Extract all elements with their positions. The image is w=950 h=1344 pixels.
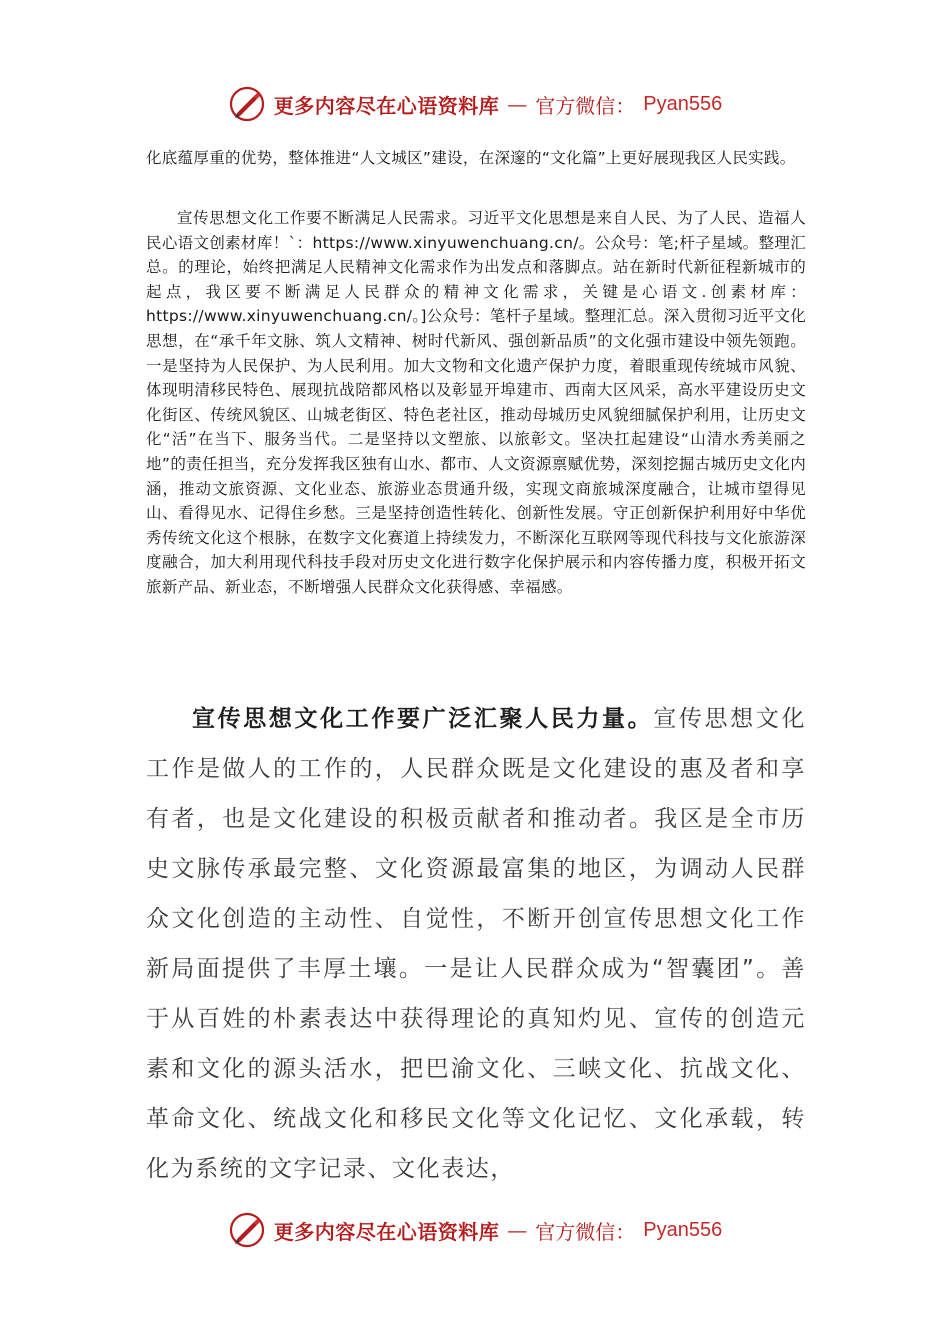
header-banner-wechat-id: Pyan556 bbox=[643, 92, 723, 115]
paragraph-3-lead: 宣传思想文化工作要广泛汇聚人民力量。 bbox=[192, 706, 654, 732]
footer-banner bbox=[0, 1208, 950, 1252]
pen-logo-icon bbox=[228, 1211, 266, 1249]
pen-logo-icon bbox=[228, 85, 266, 123]
paragraph-1: 化底蕴厚重的优势，整体推进“人文城区”建设，在深邃的“文化篇”上更好展现我区人民实践。 bbox=[146, 149, 796, 167]
footer-banner-wechat-label: 官方微信： bbox=[535, 1219, 636, 1244]
header-banner-separator: — bbox=[507, 92, 528, 116]
paragraph-3 bbox=[146, 694, 806, 1194]
header-banner-title: 更多内容尽在心语资料库 bbox=[273, 93, 500, 118]
paragraph-2: 宣传思想文化工作要不断满足人民需求。习近平文化思想是来自人民、为了人民、造福人民心语文创素材库！`：https://www.xinyuwenchuang.cn/。公众号：笔;杆子星域。整理汇总。的理论，始终把满足人民精神文化需求作为出发点和落脚点。站在新时代新征程新城市的起点，我区要不断满足人民群众的精神文化需求，关键是心语文.创素材库：https://www.xinyuwenchuang.cn/。]公众号：笔杆子星域。整理汇总。深入贯彻习近平文化思想，在“承千年文脉、筑人文精神、树时代新风、强创新品质”的文化强市建设中领先领跑。一是坚持为人民保护、为人民利用。加大文物和文化遗产保护力度，着眼重现传统城市风貌、体现明清移民特色、展现抗战陪都风格以及彰显开埠建市、西南大区风采，高水平建设历史文化街区、传统风貌区、山城老街区、特色老社区，推动母城历史风貌细腻保护利用，让历史文化“活”在当下、服务当代。二是坚持以文塑旅、以旅彰文。坚决扛起建设“山清水秀美丽之地”的责任担当，充分发挥我区独有山水、都市、人文资源禀赋优势，深刻挖掘古城历史文化内涵，推动文旅资源、文化业态、旅游业态贯通升级，实现文商旅城深度融合，让城市望得见山、看得见水、记得住乡愁。三是坚持创造性转化、创新性发展。守正创新保护利用好中华优秀传统文化这个根脉，在数字文化赛道上持续发力，不断深化互联网等现代科技与文化旅游深度融合，加大利用现代科技手段对历史文化进行数字化保护展示和内容传播力度，积极开拓文旅新产品、新业态，不断增强人民群众文化获得感、幸福感。 bbox=[146, 209, 806, 596]
footer-banner-title: 更多内容尽在心语资料库 bbox=[273, 1219, 500, 1244]
paragraph-3-body: 宣传思想文化工作是做人的工作的，人民群众既是文化建设的惠及者和享有者，也是文化建设的积极贡献者和推动者。我区是全市历史文脉传承最完整、文化资源最富集的地区，为调动人民群众文化创造的主动性、自觉性，不断开创宣传思想文化工作新局面提供了丰厚土壤。一是让人民群众成为“智囊团”。善于从百姓的朴素表达中获得理论的真知灼见、宣传的创造元素和文化的源头活水，把巴渝文化、三峡文化、抗战文化、革命文化、统战文化和移民文化等文化记忆、文化承载，转化为系统的文字记录、文化表达， bbox=[146, 706, 806, 1182]
footer-banner-separator: — bbox=[507, 1218, 528, 1242]
header-banner bbox=[0, 82, 950, 126]
header-banner-wechat-label: 官方微信： bbox=[535, 93, 636, 118]
footer-banner-wechat-id: Pyan556 bbox=[643, 1218, 723, 1241]
